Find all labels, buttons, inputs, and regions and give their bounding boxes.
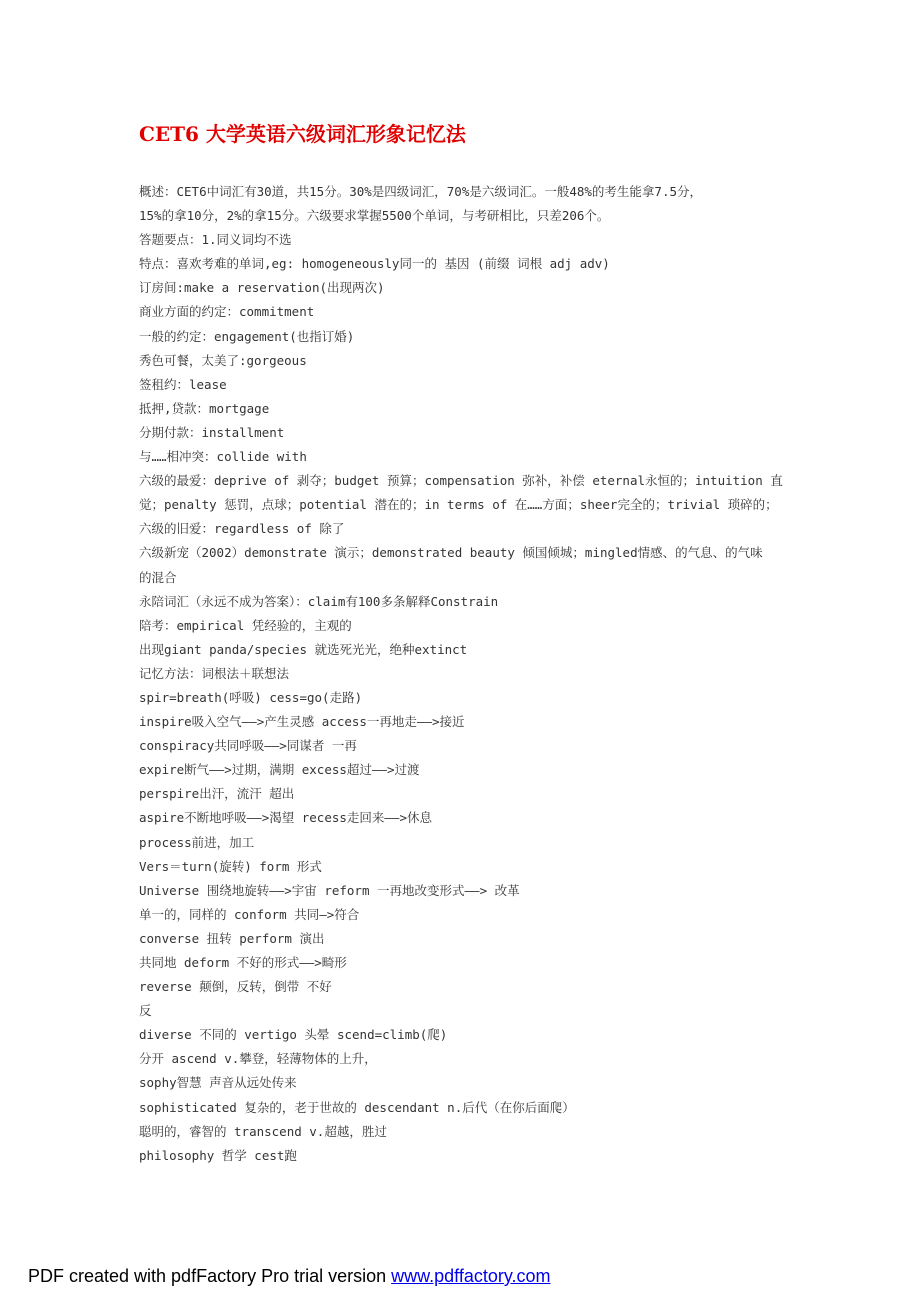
text-line: 抵押,贷款：mortgage bbox=[139, 400, 270, 416]
text-line: 单一的，同样的 conform 共同—>符合 bbox=[139, 906, 360, 922]
text-line: 商业方面的约定：commitment bbox=[139, 304, 315, 320]
text-line: 六级新宠（2002）demonstrate 演示；demonstrated beauty 倾国倾城；mingled情感、的气息、的气味 bbox=[139, 545, 763, 561]
text-line: conspiracy共同呼吸——>同谋者 一再 bbox=[139, 738, 357, 754]
text-line: 与……相冲突：collide with bbox=[139, 449, 307, 465]
text-line: perspire出汗，流汗 超出 bbox=[139, 786, 295, 802]
text-line: sophy智慧 声音从远处传来 bbox=[139, 1075, 297, 1091]
text-line: 概述：CET6中词汇有30道，共15分。30%是四级词汇，70%是六级词汇。一般48%的考生能拿7.5分， bbox=[139, 184, 703, 199]
text-line: 陪考：empirical 凭经验的，主观的 bbox=[139, 617, 352, 633]
text-line: spir=breath(呼吸) cess=go(走路) bbox=[139, 689, 363, 705]
footer-text: PDF created with pdfFactory Pro trial version bbox=[28, 1266, 392, 1286]
text-line: 反 bbox=[139, 1003, 152, 1019]
text-line: aspire不断地呼吸——>渴望 recess走回来——>休息 bbox=[139, 810, 432, 826]
text-line: 的混合 bbox=[139, 569, 177, 585]
text-line: 特点：喜欢考难的单词,eg: homogeneously同一的 基因 (前缀 词根 adj adv) bbox=[139, 256, 610, 272]
text-line: philosophy 哲学 cest跑 bbox=[139, 1147, 297, 1163]
text-line: 分期付款：installment bbox=[139, 424, 285, 440]
pdf-footer bbox=[28, 1264, 551, 1288]
text-line: 分开 ascend v.攀登，轻薄物体的上升， bbox=[139, 1051, 377, 1067]
text-line: Vers＝turn(旋转) form 形式 bbox=[139, 858, 322, 874]
text-line: 记忆方法：词根法＋联想法 bbox=[139, 665, 290, 681]
text-line: 六级的旧爱：regardless of 除了 bbox=[139, 521, 345, 537]
text-line: 觉；penalty 惩罚，点球；potential 潜在的；in terms of 在……方面；sheer完全的；trivial 琐碎的； bbox=[139, 497, 778, 513]
text-line: reverse 颠倒，反转，倒带 不好 bbox=[139, 979, 332, 995]
text-line: Universe 围绕地旋转——>宇宙 reform 一再地改变形式——> 改革 bbox=[139, 882, 520, 898]
text-line: expire断气——>过期，满期 excess超过——>过渡 bbox=[139, 762, 420, 778]
text-line: 永陪词汇（永远不成为答案）：claim有100多条解释Constrain bbox=[139, 593, 499, 609]
text-line: 答题要点：1.同义词均不选 bbox=[139, 232, 292, 248]
document-title: CET6 大学英语六级词汇形象记忆法 bbox=[139, 122, 466, 146]
text-line: 共同地 deform 不好的形式——>畸形 bbox=[139, 955, 347, 970]
text-line: 一般的约定：engagement(也指订婚) bbox=[139, 328, 355, 344]
text-line: inspire吸入空气——>产生灵感 access一再地走——>接近 bbox=[139, 714, 465, 730]
text-line: 出现giant panda/species 就选死光光，绝种extinct bbox=[139, 641, 468, 657]
text-line: sophisticated 复杂的，老于世故的 descendant n.后代（在你后面爬） bbox=[139, 1099, 575, 1115]
text-line: 聪明的，睿智的 transcend v.超越，胜过 bbox=[139, 1123, 387, 1139]
text-line: 签租约：lease bbox=[139, 376, 227, 392]
text-line: 15%的拿10分，2%的拿15分。六级要求掌握5500个单词，与考研相比，只差206个。 bbox=[139, 208, 610, 224]
document-body bbox=[139, 180, 785, 1168]
text-line: 六级的最爱：deprive of 剥夺；budget 预算；compensation 弥补，补偿 eternal永恒的；intuition 直 bbox=[139, 473, 783, 489]
text-line: 订房间:make a reservation(出现两次) bbox=[139, 280, 385, 296]
text-line: converse 扭转 perform 演出 bbox=[139, 930, 325, 946]
text-line: 秀色可餐，太美了:gorgeous bbox=[139, 352, 307, 368]
text-line: diverse 不同的 vertigo 头晕 scend=climb(爬) bbox=[139, 1027, 448, 1043]
text-line: process前进，加工 bbox=[139, 834, 255, 850]
footer-link[interactable]: www.pdffactory.com bbox=[391, 1266, 551, 1286]
